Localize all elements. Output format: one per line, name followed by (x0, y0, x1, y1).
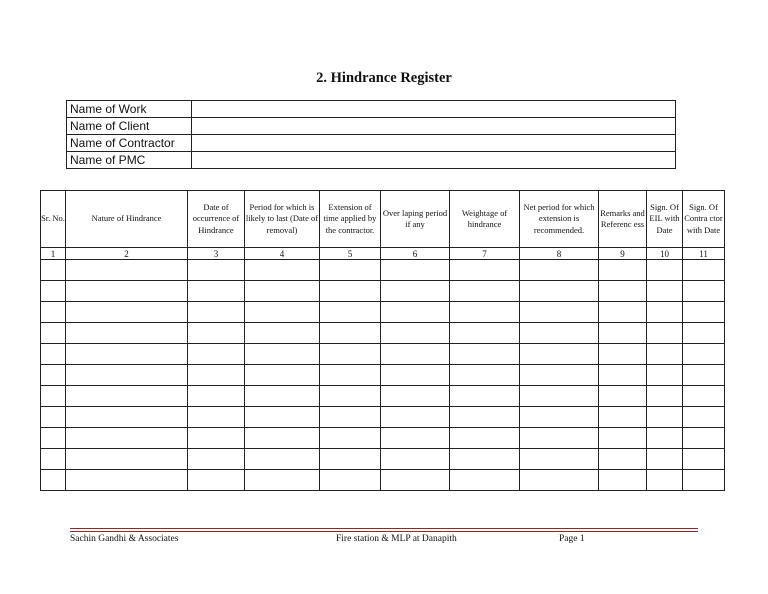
table-cell[interactable] (520, 281, 599, 302)
table-cell[interactable] (599, 323, 647, 344)
footer-rule (70, 531, 698, 532)
table-cell[interactable] (245, 365, 320, 386)
table-row (41, 470, 725, 491)
table-cell[interactable] (66, 449, 188, 470)
table-cell[interactable] (245, 407, 320, 428)
table-cell[interactable] (599, 344, 647, 365)
hindrance-register-table (40, 190, 725, 491)
table-cell[interactable] (647, 365, 683, 386)
table-cell[interactable] (41, 302, 66, 323)
table-cell[interactable] (450, 470, 520, 491)
table-cell[interactable] (41, 407, 66, 428)
info-value[interactable] (192, 152, 676, 169)
table-row (41, 281, 725, 302)
info-label: Name of PMC (67, 152, 192, 169)
table-row (41, 323, 725, 344)
table-cell[interactable] (599, 302, 647, 323)
table-cell[interactable] (683, 386, 725, 407)
info-value[interactable] (192, 118, 676, 135)
table-cell[interactable] (245, 386, 320, 407)
table-row (41, 407, 725, 428)
table-cell[interactable] (245, 449, 320, 470)
table-cell[interactable] (320, 302, 381, 323)
table-cell[interactable] (320, 344, 381, 365)
table-cell[interactable] (320, 260, 381, 281)
column-number: 10 (647, 248, 683, 260)
table-cell[interactable] (188, 365, 245, 386)
table-cell[interactable] (41, 386, 66, 407)
table-cell[interactable] (683, 428, 725, 449)
table-cell[interactable] (520, 260, 599, 281)
table-cell[interactable] (66, 302, 188, 323)
table-cell[interactable] (647, 323, 683, 344)
table-cell[interactable] (381, 386, 450, 407)
table-cell[interactable] (66, 344, 188, 365)
table-cell[interactable] (66, 386, 188, 407)
column-number: 3 (188, 248, 245, 260)
table-cell[interactable] (320, 323, 381, 344)
column-header: Period for which is likely to last (Date of removal) (245, 191, 320, 248)
table-cell[interactable] (245, 302, 320, 323)
column-number: 5 (320, 248, 381, 260)
table-cell[interactable] (683, 407, 725, 428)
column-header: Sr. No. (41, 191, 66, 248)
table-cell[interactable] (647, 386, 683, 407)
column-header: Weightage of hindrance (450, 191, 520, 248)
table-row (41, 428, 725, 449)
table-cell[interactable] (520, 449, 599, 470)
table-cell[interactable] (683, 323, 725, 344)
footer-rule (70, 528, 698, 529)
table-cell[interactable] (320, 470, 381, 491)
table-cell[interactable] (381, 428, 450, 449)
info-row-contractor (67, 135, 676, 152)
table-cell[interactable] (381, 449, 450, 470)
table-cell[interactable] (381, 281, 450, 302)
table-cell[interactable] (647, 344, 683, 365)
project-info-table (66, 100, 676, 169)
table-cell[interactable] (520, 470, 599, 491)
table-cell[interactable] (450, 302, 520, 323)
info-row-client (67, 118, 676, 135)
table-cell[interactable] (41, 428, 66, 449)
info-row-pmc (67, 152, 676, 169)
table-cell[interactable] (450, 407, 520, 428)
table-cell[interactable] (599, 428, 647, 449)
column-header: Sign. Of Contra ctor with Date (683, 191, 725, 248)
table-cell[interactable] (320, 281, 381, 302)
table-cell[interactable] (320, 407, 381, 428)
column-number: 1 (41, 248, 66, 260)
info-row-work (67, 101, 676, 118)
info-label: Name of Contractor (67, 135, 192, 152)
table-cell[interactable] (520, 407, 599, 428)
column-number-row (41, 248, 725, 260)
table-row (41, 449, 725, 470)
table-cell[interactable] (66, 323, 188, 344)
table-cell[interactable] (683, 344, 725, 365)
table-cell[interactable] (683, 281, 725, 302)
table-cell[interactable] (647, 302, 683, 323)
column-header: Nature of Hindrance (66, 191, 188, 248)
table-cell[interactable] (41, 260, 66, 281)
table-cell[interactable] (520, 302, 599, 323)
table-cell[interactable] (683, 449, 725, 470)
table-cell[interactable] (66, 260, 188, 281)
table-cell[interactable] (188, 344, 245, 365)
table-cell[interactable] (320, 428, 381, 449)
table-cell[interactable] (647, 260, 683, 281)
table-cell[interactable] (599, 386, 647, 407)
table-cell[interactable] (381, 260, 450, 281)
table-cell[interactable] (599, 260, 647, 281)
table-cell[interactable] (41, 281, 66, 302)
info-label: Name of Work (67, 101, 192, 118)
table-cell[interactable] (245, 323, 320, 344)
table-cell[interactable] (647, 281, 683, 302)
table-cell[interactable] (683, 470, 725, 491)
table-cell[interactable] (647, 407, 683, 428)
table-cell[interactable] (520, 428, 599, 449)
column-header: Extension of time applied by the contractor. (320, 191, 381, 248)
column-number: 4 (245, 248, 320, 260)
footer-page-number: Page 1 (559, 534, 585, 544)
table-row (41, 386, 725, 407)
table-cell[interactable] (66, 470, 188, 491)
table-cell[interactable] (188, 281, 245, 302)
table-row (41, 344, 725, 365)
table-cell[interactable] (599, 407, 647, 428)
info-value[interactable] (192, 135, 676, 152)
table-cell[interactable] (647, 449, 683, 470)
table-cell[interactable] (381, 323, 450, 344)
column-header: Net period for which extension is recommended. (520, 191, 599, 248)
table-cell[interactable] (381, 302, 450, 323)
table-cell[interactable] (520, 323, 599, 344)
table-row (41, 260, 725, 281)
table-cell[interactable] (520, 344, 599, 365)
table-cell[interactable] (245, 470, 320, 491)
table-cell[interactable] (599, 365, 647, 386)
table-cell[interactable] (188, 323, 245, 344)
table-cell[interactable] (450, 323, 520, 344)
table-cell[interactable] (41, 449, 66, 470)
table-cell[interactable] (245, 281, 320, 302)
table-cell[interactable] (450, 428, 520, 449)
table-cell[interactable] (245, 344, 320, 365)
table-cell[interactable] (450, 365, 520, 386)
table-cell[interactable] (450, 449, 520, 470)
blank-rows (41, 260, 725, 491)
column-header: Over laping period if any (381, 191, 450, 248)
column-number: 2 (66, 248, 188, 260)
header-row (41, 191, 725, 248)
table-cell[interactable] (599, 470, 647, 491)
table-cell[interactable] (41, 470, 66, 491)
table-cell[interactable] (188, 302, 245, 323)
table-cell[interactable] (647, 470, 683, 491)
table-cell[interactable] (381, 344, 450, 365)
table-cell[interactable] (66, 281, 188, 302)
column-number: 7 (450, 248, 520, 260)
page-title: 2. Hindrance Register (316, 70, 452, 86)
table-cell[interactable] (41, 365, 66, 386)
footer-company: Sachin Gandhi & Associates (70, 534, 179, 544)
table-cell[interactable] (320, 386, 381, 407)
table-row (41, 365, 725, 386)
table-cell[interactable] (41, 323, 66, 344)
table-cell[interactable] (647, 428, 683, 449)
column-header: Remarks and Referenc ess (599, 191, 647, 248)
table-cell[interactable] (66, 365, 188, 386)
table-cell[interactable] (188, 407, 245, 428)
table-cell[interactable] (520, 365, 599, 386)
table-cell[interactable] (245, 428, 320, 449)
table-row (41, 302, 725, 323)
table-cell[interactable] (320, 449, 381, 470)
info-label: Name of Client (67, 118, 192, 135)
table-cell[interactable] (245, 260, 320, 281)
table-cell[interactable] (381, 470, 450, 491)
table-cell[interactable] (188, 428, 245, 449)
column-number: 9 (599, 248, 647, 260)
table-cell[interactable] (188, 260, 245, 281)
table-cell[interactable] (66, 428, 188, 449)
table-cell[interactable] (66, 407, 188, 428)
info-value[interactable] (192, 101, 676, 118)
table-cell[interactable] (41, 344, 66, 365)
footer-project: Fire station & MLP at Danapith (336, 534, 457, 544)
table-cell[interactable] (188, 470, 245, 491)
table-cell[interactable] (450, 260, 520, 281)
column-header: Date of occurrence of Hindrance (188, 191, 245, 248)
table-cell[interactable] (683, 365, 725, 386)
table-cell[interactable] (599, 281, 647, 302)
column-number: 8 (520, 248, 599, 260)
table-cell[interactable] (520, 386, 599, 407)
table-cell[interactable] (450, 281, 520, 302)
table-cell[interactable] (188, 386, 245, 407)
table-cell[interactable] (188, 449, 245, 470)
table-cell[interactable] (450, 386, 520, 407)
table-cell[interactable] (320, 365, 381, 386)
table-cell[interactable] (683, 302, 725, 323)
table-cell[interactable] (599, 449, 647, 470)
column-number: 11 (683, 248, 725, 260)
table-cell[interactable] (683, 260, 725, 281)
table-cell[interactable] (381, 407, 450, 428)
table-cell[interactable] (450, 344, 520, 365)
table-cell[interactable] (381, 365, 450, 386)
column-number: 6 (381, 248, 450, 260)
column-header: Sign. Of EIL with Date (647, 191, 683, 248)
